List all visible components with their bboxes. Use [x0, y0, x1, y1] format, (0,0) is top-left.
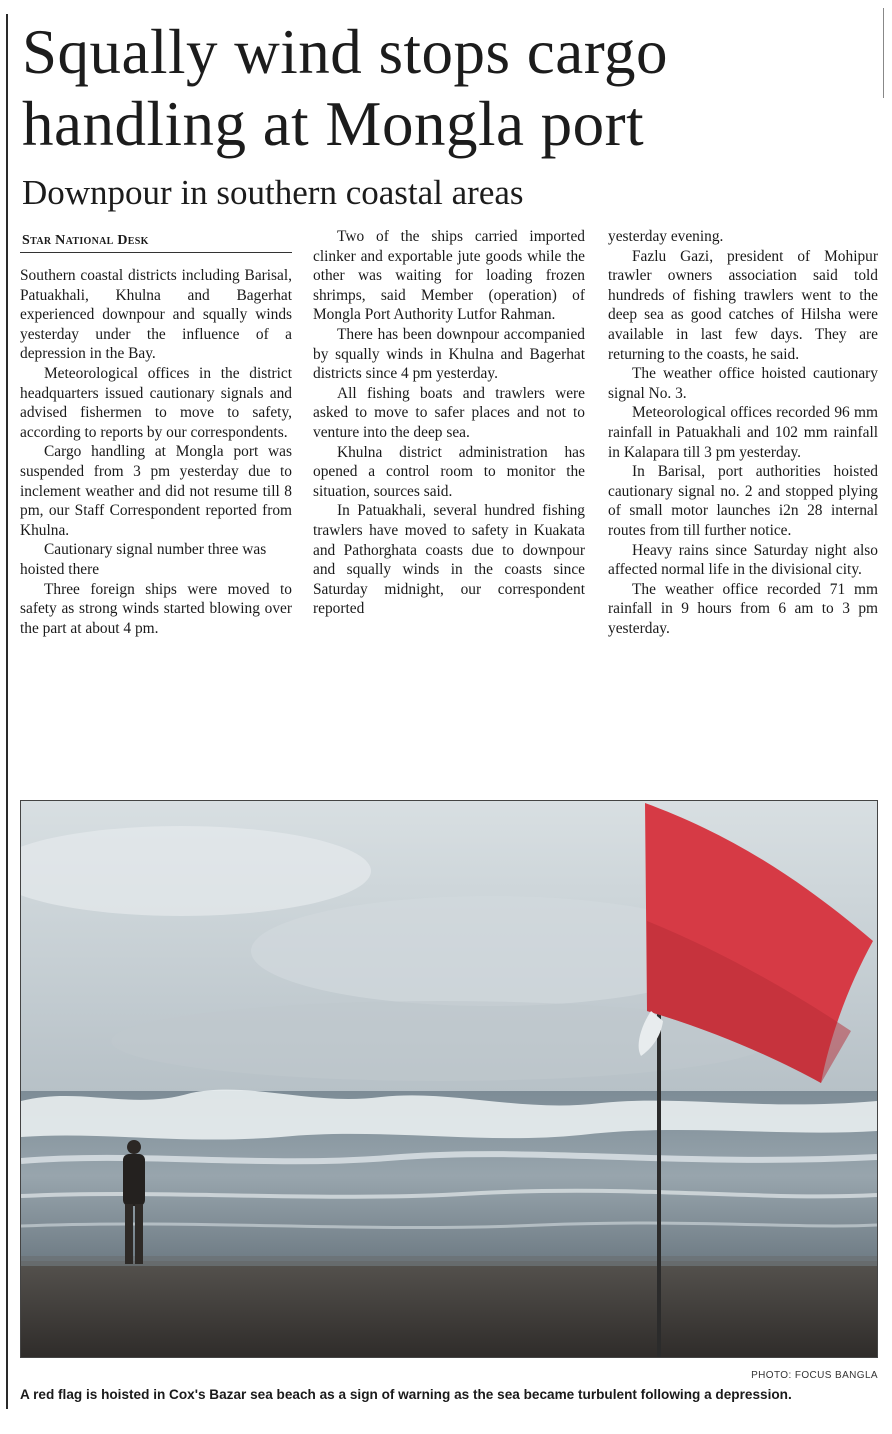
paragraph: In Patuakhali, several hundred fishing trawlers have moved to safety in Kuakata and Pathorghata coasts due to downpour and squally winds in the coasts since Saturday midnight, our correspondent reported [313, 502, 585, 618]
column-2 [313, 227, 585, 619]
paragraph: Three foreign ships were moved to safety as strong winds started blowing over the part at about 4 pm. [20, 580, 292, 637]
column-1 [20, 266, 292, 638]
wet-sand [21, 1256, 877, 1266]
paragraph: yesterday evening. [608, 228, 724, 245]
beach-photo-illustration [21, 801, 877, 1357]
headline: Squally wind stops cargo handling at Mongla port [22, 17, 669, 159]
paragraph: Heavy rains since Saturday night also affected normal life in the divisional city. [608, 541, 878, 579]
paragraph: All fishing boats and trawlers were asked to move to safer places and not to venture into the deep sea. [313, 384, 585, 441]
right-edge-rule [883, 8, 884, 98]
paragraph: The weather office hoisted cautionary signal No. 3. [608, 365, 878, 402]
column-3 [608, 227, 878, 638]
paragraph: Southern coastal districts including Barisal, Patuakhali, Khulna and Bagerhat experienced downpour and squally winds yesterday under the influence of a depression in the Bay. [20, 267, 292, 363]
paragraph: Cargo handling at Mongla port was suspended from 3 pm yesterday due to inclement weather and did not resume till 8 pm, our Staff Correspondent reported from Khulna. [20, 443, 292, 539]
byline: Star National Desk [22, 233, 149, 248]
paragraph: Meteorological offices recorded 96 mm rainfall in Patuakhali and 102 mm rainfall in Kalapara till 3 pm yesterday. [608, 404, 878, 461]
left-column-rule [6, 14, 8, 1409]
paragraph: Two of the ships carried imported clinker and exportable jute goods while the other was waiting for loading frozen shrimps, said Member (operation) of Mongla Port Authority Lutfor Rahman. [313, 228, 585, 324]
photo-credit: PHOTO: FOCUS BANGLA [751, 1370, 878, 1381]
paragraph: In Barisal, port authorities hoisted cautionary signal no. 2 and stopped plying of small motor launches i2n 28 internal routes from till further notice. [608, 463, 878, 539]
flag-pole [657, 1011, 661, 1357]
byline-rule [20, 252, 292, 253]
paragraph: Khulna district administration has opened a control room to monitor the situation, sources said. [313, 443, 585, 500]
paragraph: Fazlu Gazi, president of Mohipur trawler owners association said told hundreds of fishing trawlers went to the deep sea as good catches of Hilsha were available in last few days. They are returning to the coasts, he said. [608, 247, 878, 363]
paragraph: Meteorological offices in the district headquarters issued cautionary signals and advised fishermen to move to safety, according to reports by our correspondents. [20, 364, 292, 441]
subheadline: Downpour in southern coastal areas [22, 173, 524, 212]
paragraph: The weather office recorded 71 mm rainfall in 9 hours from 6 am to 3 pm yesterday. [608, 580, 878, 637]
beach-photo [20, 800, 878, 1358]
paragraph: Cautionary signal number three was hoisted there [20, 541, 267, 578]
photo-caption: A red flag is hoisted in Cox's Bazar sea beach as a sign of warning as the sea became turbulent following a depression. [20, 1387, 792, 1402]
paragraph: There has been downpour accompanied by squally winds in Khulna and Bagerhat districts since 4 pm yesterday. [313, 325, 585, 383]
beach-sand [21, 1261, 877, 1357]
